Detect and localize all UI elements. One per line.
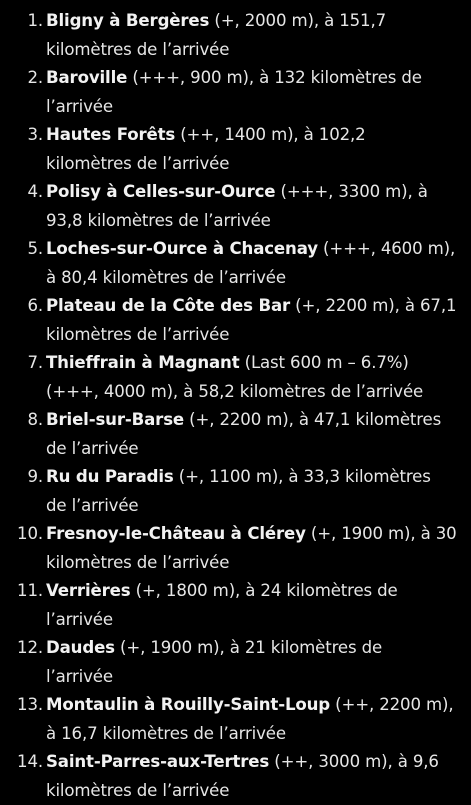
climb-name: Montaulin à Rouilly-Saint-Loup	[46, 695, 330, 714]
list-item	[0, 577, 471, 634]
climb-details: (+++, 4600 m),	[318, 239, 455, 258]
item-line-2: kilomètres de l’arrivée	[46, 36, 469, 65]
list-item	[0, 691, 471, 748]
list-item	[0, 463, 471, 520]
climb-details: (++, 2200 m),	[330, 695, 453, 714]
item-line-1	[46, 634, 469, 663]
item-line-1	[46, 178, 469, 207]
list-item	[0, 520, 471, 577]
item-line-1	[46, 292, 469, 321]
item-text	[46, 7, 469, 64]
climb-details: (+, 1100 m), à 33,3 kilomètres	[174, 467, 431, 486]
item-number: 9.	[27, 463, 43, 492]
climb-name: Thieffrain à Magnant	[46, 353, 240, 372]
item-line-1	[46, 748, 469, 777]
climb-details: (Last 600 m – 6.7%)	[240, 353, 409, 372]
climb-name: Saint-Parres-aux-Tertres	[46, 752, 269, 771]
item-line-1	[46, 691, 469, 720]
climb-details: (+, 1900 m), à 21 kilomètres de	[115, 638, 382, 657]
list-item	[0, 64, 471, 121]
item-text	[46, 235, 469, 292]
item-line-2: kilomètres de l’arrivée	[46, 150, 469, 179]
list-item	[0, 748, 471, 805]
climb-name: Bligny à Bergères	[46, 11, 209, 30]
climb-list	[0, 7, 471, 805]
item-number: 12.	[17, 634, 43, 663]
climb-details: (+, 1800 m), à 24 kilomètres de	[130, 581, 397, 600]
list-item	[0, 235, 471, 292]
item-line-2: kilomètres de l’arrivée	[46, 549, 469, 578]
item-text	[46, 463, 469, 520]
climb-name: Loches-sur-Ource à Chacenay	[46, 239, 318, 258]
item-line-2: kilomètres de l’arrivée	[46, 321, 469, 350]
item-number: 8.	[27, 406, 43, 435]
climb-details: (++, 3000 m), à 9,6	[269, 752, 439, 771]
list-item	[0, 406, 471, 463]
item-text	[46, 292, 469, 349]
item-number: 3.	[27, 121, 43, 150]
item-number: 1.	[27, 7, 43, 36]
item-number: 2.	[27, 64, 43, 93]
item-text	[46, 748, 469, 805]
item-line-1	[46, 235, 469, 264]
climb-details: (+++, 3300 m), à	[275, 182, 427, 201]
climb-name: Verrières	[46, 581, 130, 600]
item-number: 10.	[17, 520, 43, 549]
list-item	[0, 121, 471, 178]
item-text	[46, 406, 469, 463]
list-item	[0, 349, 471, 406]
list-item	[0, 7, 471, 64]
item-line-1	[46, 349, 469, 378]
item-text	[46, 520, 469, 577]
item-line-1	[46, 7, 469, 36]
item-number: 14.	[17, 748, 43, 777]
climb-name: Plateau de la Côte des Bar	[46, 296, 290, 315]
climb-name: Daudes	[46, 638, 115, 657]
item-line-2: de l’arrivée	[46, 435, 469, 464]
item-line-2: de l’arrivée	[46, 492, 469, 521]
climb-details: (+, 1900 m), à 30	[306, 524, 457, 543]
climb-details: (+++, 900 m), à 132 kilomètres de	[127, 68, 422, 87]
item-line-2: (+++, 4000 m), à 58,2 kilomètres de l’arrivée	[46, 378, 469, 407]
item-number: 5.	[27, 235, 43, 264]
climb-name: Ru du Paradis	[46, 467, 174, 486]
climb-details: (++, 1400 m), à 102,2	[175, 125, 365, 144]
item-line-1	[46, 64, 469, 93]
item-number: 4.	[27, 178, 43, 207]
list-item	[0, 178, 471, 235]
item-number: 11.	[17, 577, 43, 606]
item-number: 13.	[17, 691, 43, 720]
item-text	[46, 634, 469, 691]
item-line-1	[46, 577, 469, 606]
item-line-1	[46, 520, 469, 549]
item-line-2: l’arrivée	[46, 606, 469, 635]
item-text	[46, 64, 469, 121]
climb-name: Hautes Forêts	[46, 125, 175, 144]
item-line-1	[46, 463, 469, 492]
climb-details: (+, 2200 m), à 67,1	[290, 296, 456, 315]
item-line-2: l’arrivée	[46, 93, 469, 122]
item-number: 7.	[27, 349, 43, 378]
item-line-2: 93,8 kilomètres de l’arrivée	[46, 207, 469, 236]
climb-name: Briel-sur-Barse	[46, 410, 184, 429]
climb-name: Fresnoy-le-Château à Clérey	[46, 524, 306, 543]
item-number: 6.	[27, 292, 43, 321]
item-line-2: à 16,7 kilomètres de l’arrivée	[46, 720, 469, 749]
item-line-1	[46, 406, 469, 435]
item-text	[46, 178, 469, 235]
list-item	[0, 634, 471, 691]
climb-details: (+, 2200 m), à 47,1 kilomètres	[184, 410, 441, 429]
item-line-2: kilomètres de l’arrivée	[46, 777, 469, 805]
item-text	[46, 121, 469, 178]
list-item	[0, 292, 471, 349]
item-line-1	[46, 121, 469, 150]
climb-details: (+, 2000 m), à 151,7	[209, 11, 386, 30]
climb-name: Polisy à Celles-sur-Ource	[46, 182, 275, 201]
item-text	[46, 577, 469, 634]
item-text	[46, 349, 469, 406]
item-line-2: à 80,4 kilomètres de l’arrivée	[46, 264, 469, 293]
item-line-2: l’arrivée	[46, 663, 469, 692]
item-text	[46, 691, 469, 748]
climb-name: Baroville	[46, 68, 127, 87]
